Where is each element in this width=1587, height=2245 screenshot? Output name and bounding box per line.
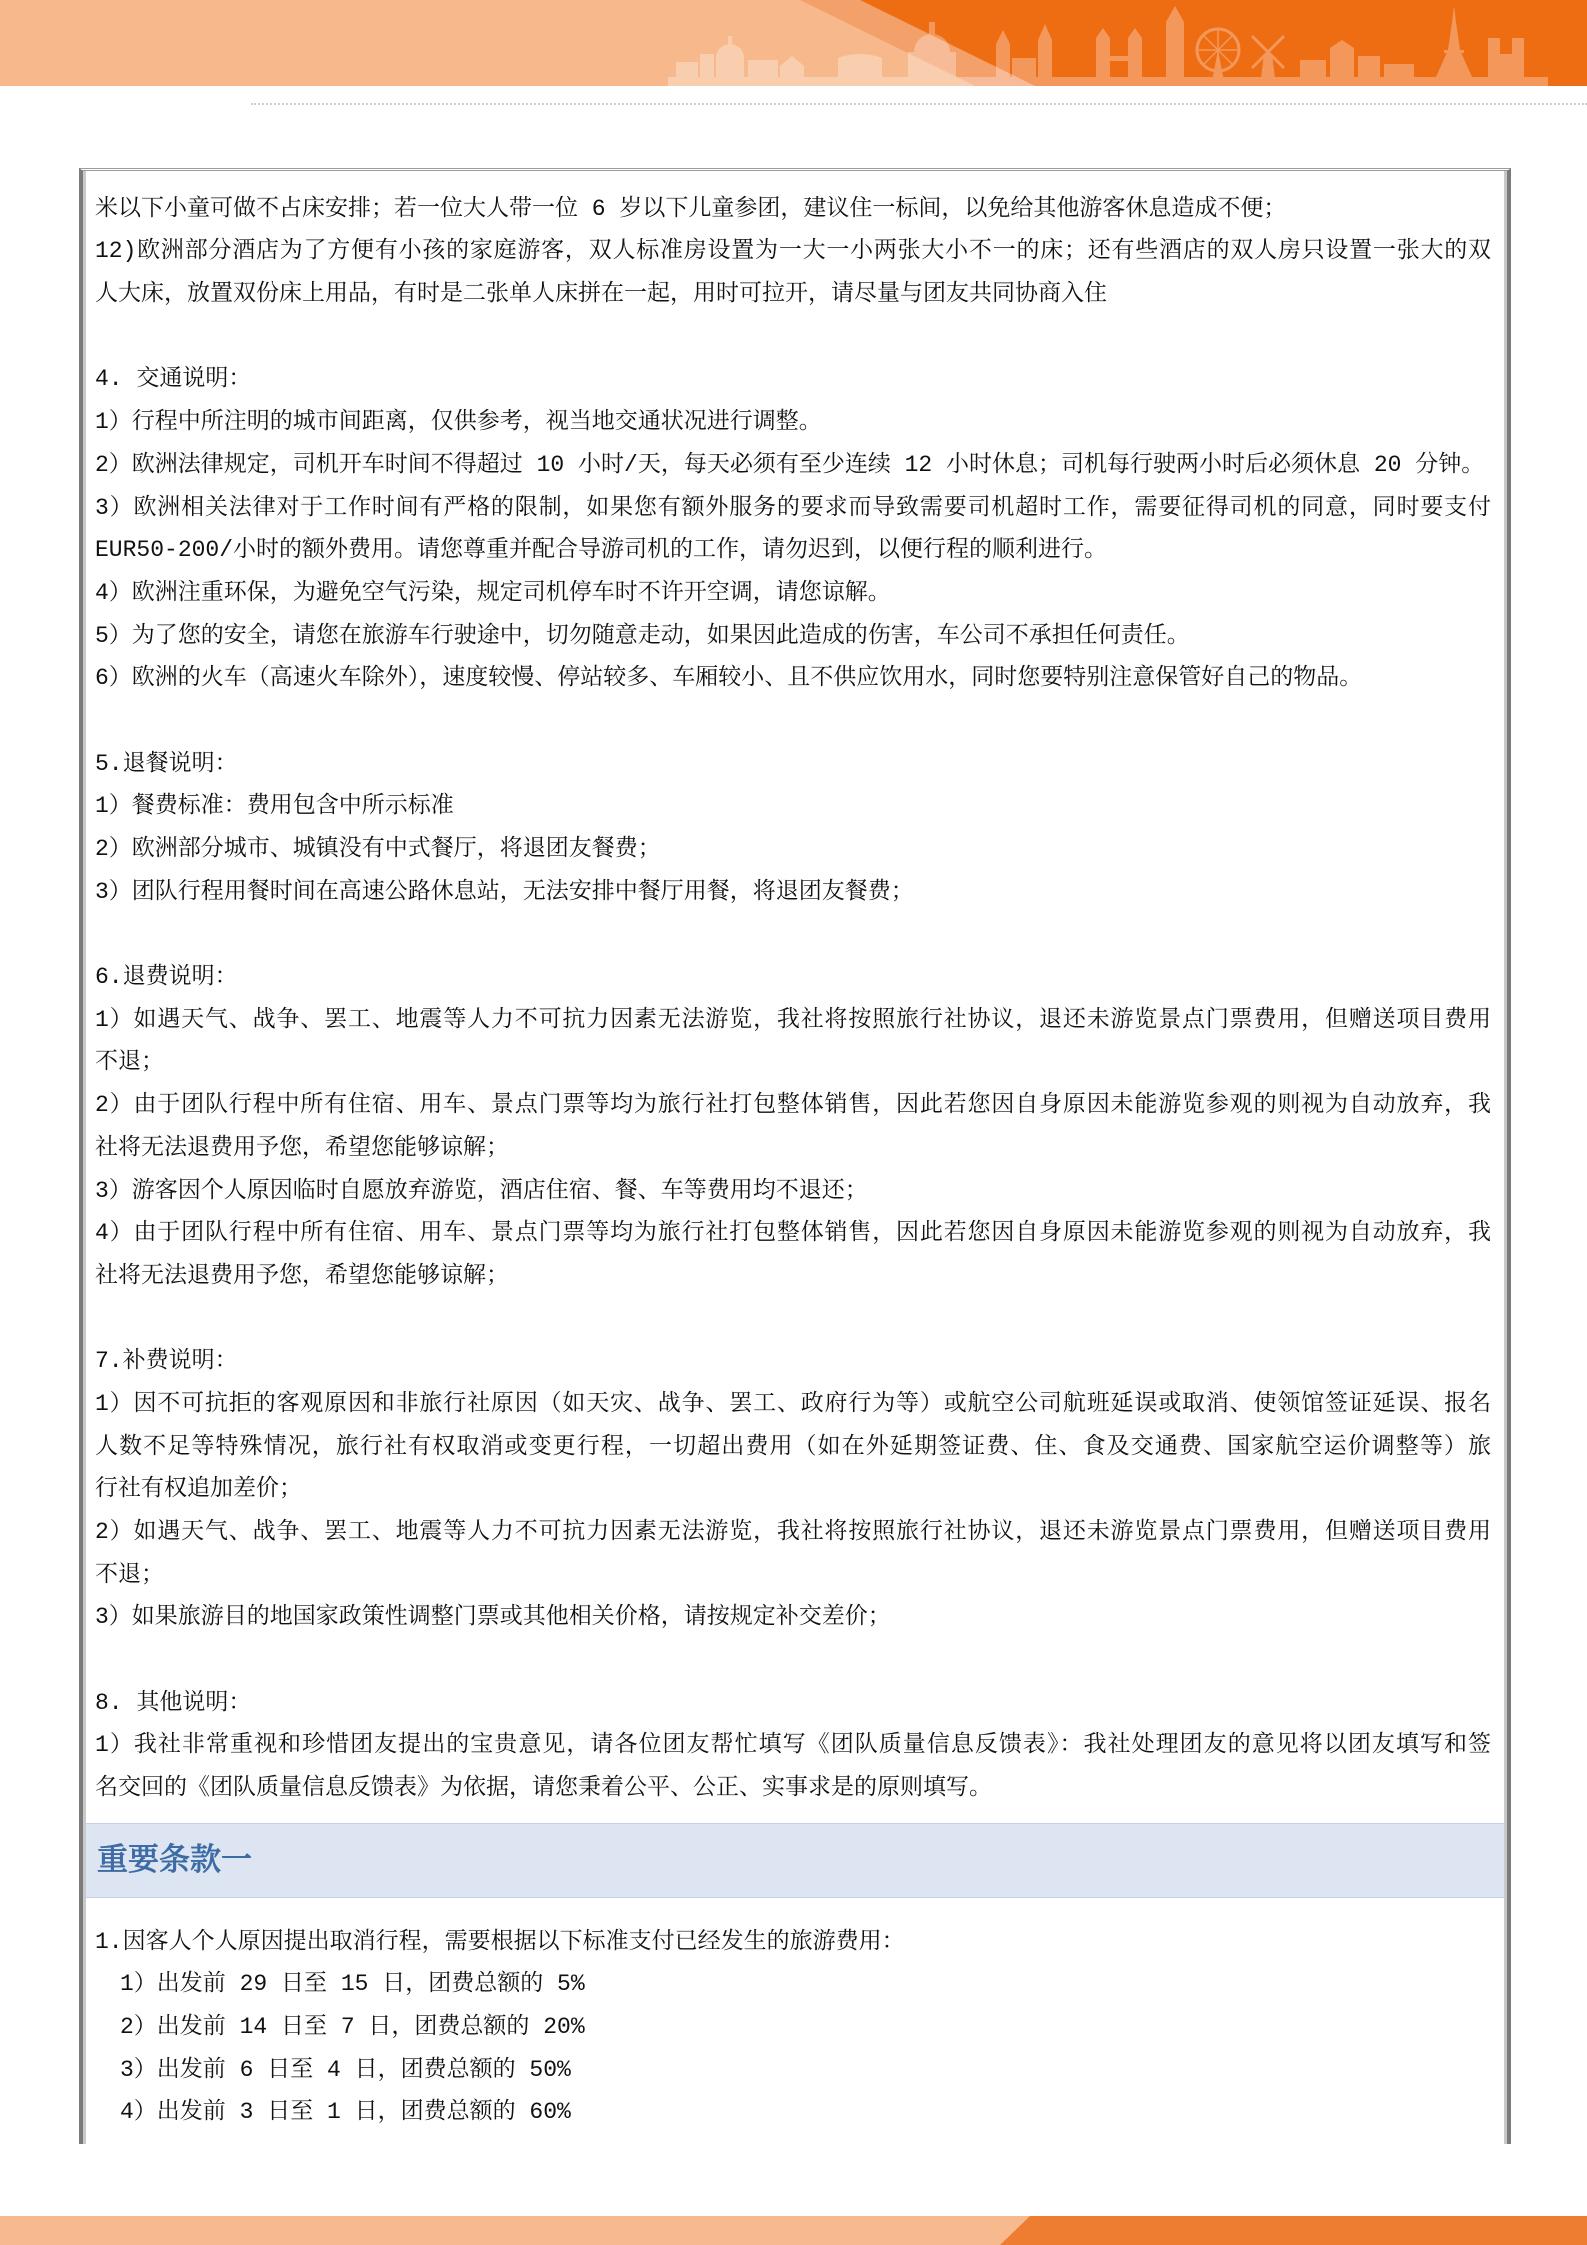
text-line: 1）因不可抗拒的客观原因和非旅行社原因（如天灾、战争、罢工、政府行为等）或航空公司航班延误或取消、使领馆签证延误、报名 bbox=[95, 1390, 1491, 1417]
section-extra-charges bbox=[95, 1340, 1491, 1639]
important-terms-title: 重要条款一 bbox=[86, 1823, 1504, 1898]
text-line: 5）为了您的安全，请您在旅游车行驶途中，切勿随意走动，如果因此造成的伤害，车公司不承担任何责任。 bbox=[95, 622, 1190, 649]
text-line: 1）行程中所注明的城市间距离，仅供参考，视当地交通状况进行调整。 bbox=[95, 409, 822, 436]
text-line: 12)欧洲部分酒店为了方便有小孩的家庭游客，双人标准房设置为一大一小两张大小不一的床；还有些酒店的双人房只设置一张大的双 bbox=[95, 238, 1491, 265]
section-fee-refund bbox=[95, 956, 1491, 1298]
text-line: 不退； bbox=[95, 1561, 164, 1588]
cancellation-fee-item: 2）出发前 14 日至 7 日，团费总额的 20% bbox=[120, 2013, 585, 2040]
text-line: 1）我社非常重视和珍惜团友提出的宝贵意见，请各位团友帮忙填写《团队质量信息反馈表》：我社处理团友的意见将以团友填写和签 bbox=[95, 1732, 1491, 1759]
text-line: 3）如果旅游目的地国家政策性调整门票或其他相关价格，请按规定补交差价； bbox=[95, 1604, 891, 1631]
blank-line bbox=[95, 1639, 1491, 1682]
text-line: 社将无法退费用予您，希望您能够谅解； bbox=[95, 1262, 509, 1289]
document-panel bbox=[79, 168, 1511, 2144]
text-line: 6）欧洲的火车（高速火车除外），速度较慢、停站较多、车厢较小、且不供应饮用水，同时您要特别注意保管好自己的物品。 bbox=[95, 665, 1363, 692]
text-line: 不退； bbox=[95, 1049, 164, 1076]
section-heading: 6.退费说明： bbox=[95, 964, 238, 991]
section-heading: 7.补费说明： bbox=[95, 1348, 238, 1375]
text-line: 社将无法退费用予您，希望您能够谅解； bbox=[95, 1134, 509, 1161]
text-line: 米以下小童可做不占床安排；若一位大人带一位 6 岁以下儿童参团，建议住一标间，以免给其他游客休息造成不便； bbox=[95, 195, 1287, 222]
text-line: 2）如遇天气、战争、罢工、地震等人力不可抗力因素无法游览，我社将按照旅行社协议，退还未游览景点门票费用，但赠送项目费用 bbox=[95, 1519, 1491, 1545]
text-line: 名交回的《团队质量信息反馈表》为依据，请您秉着公平、公正、实事求是的原则填写。 bbox=[95, 1775, 992, 1802]
text-line: 1）餐费标准：费用包含中所示标准 bbox=[95, 793, 454, 820]
cancellation-intro: 1.因客人个人原因提出取消行程，需要根据以下标准支付已经发生的旅游费用： bbox=[95, 1928, 905, 1955]
text-line: 人数不足等特殊情况，旅行社有权取消或变更行程，一切超出费用（如在外延期签证费、住、食及交通费、国家航空运价调整等）旅 bbox=[95, 1433, 1491, 1460]
cancellation-fee-item: 4）出发前 3 日至 1 日，团费总额的 60% bbox=[120, 2099, 571, 2126]
section-other-notes bbox=[95, 1682, 1491, 1810]
page-footer-band bbox=[0, 2216, 1587, 2245]
text-line: 2）欧洲部分城市、城镇没有中式餐厅，将退团友餐费； bbox=[95, 836, 661, 862]
text-line: 3）欧洲相关法律对于工作时间有严格的限制，如果您有额外服务的要求而导致需要司机超时工作，需要征得司机的同意，同时要支付 bbox=[95, 494, 1491, 521]
cancellation-fee-item: 1）出发前 29 日至 15 日，团费总额的 5% bbox=[120, 1971, 585, 1998]
cancellation-fee-item: 3）出发前 6 日至 4 日，团费总额的 50% bbox=[120, 2056, 571, 2083]
text-line: EUR50-200/小时的额外费用。请您尊重并配合导游司机的工作，请勿迟到，以便行程的顺利进行。 bbox=[95, 537, 1108, 564]
text-line: 2）欧洲法律规定，司机开车时间不得超过 10 小时/天，每天必须有至少连续 12 小时休息；司机每行驶两小时后必须休息 20 分钟。 bbox=[95, 451, 1485, 478]
section-heading: 4. 交通说明： bbox=[95, 366, 252, 393]
section-heading: 5.退餐说明： bbox=[95, 750, 238, 777]
blank-line bbox=[95, 913, 1491, 956]
page-header-banner bbox=[0, 0, 1587, 86]
section-heading: 8. 其他说明： bbox=[95, 1689, 252, 1716]
text-line: 1）如遇天气、战争、罢工、地震等人力不可抗力因素无法游览，我社将按照旅行社协议，退还未游览景点门票费用，但赠送项目费用 bbox=[95, 1006, 1491, 1033]
header-rule bbox=[251, 103, 1587, 105]
section-transport bbox=[95, 358, 1491, 700]
important-terms bbox=[95, 1921, 1491, 2134]
text-line: 2）由于团队行程中所有住宿、用车、景点门票等均为旅行社打包整体销售，因此若您因自身原因未能游览参观的则视为自动放弃，我 bbox=[95, 1092, 1491, 1119]
blank-line bbox=[95, 700, 1491, 743]
continued-paragraph bbox=[95, 188, 1491, 316]
text-line: 3）团队行程用餐时间在高速公路休息站，无法安排中餐厅用餐，将退团友餐费； bbox=[95, 878, 914, 905]
text-line: 人大床，放置双份床上用品，有时是二张单人床拼在一起，用时可拉开，请尽量与团友共同协商入住 bbox=[95, 281, 1107, 308]
blank-line bbox=[95, 316, 1491, 359]
colosseum-icon bbox=[838, 54, 882, 86]
big-ben-icon bbox=[1166, 6, 1184, 86]
text-line: 4）欧洲注重环保，为避免空气污染，规定司机停车时不许开空调，请您谅解。 bbox=[95, 579, 891, 606]
text-line: 行社有权追加差价； bbox=[95, 1476, 302, 1503]
text-line: 3）游客因个人原因临时自愿放弃游览，酒店住宿、餐、车等费用均不退还； bbox=[95, 1177, 868, 1204]
section-meal-refund bbox=[95, 743, 1491, 914]
blank-line bbox=[95, 1298, 1491, 1341]
text-line: 4）由于团队行程中所有住宿、用车、景点门票等均为旅行社打包整体销售，因此若您因自身原因未能游览参观的则视为自动放弃，我 bbox=[95, 1220, 1491, 1247]
